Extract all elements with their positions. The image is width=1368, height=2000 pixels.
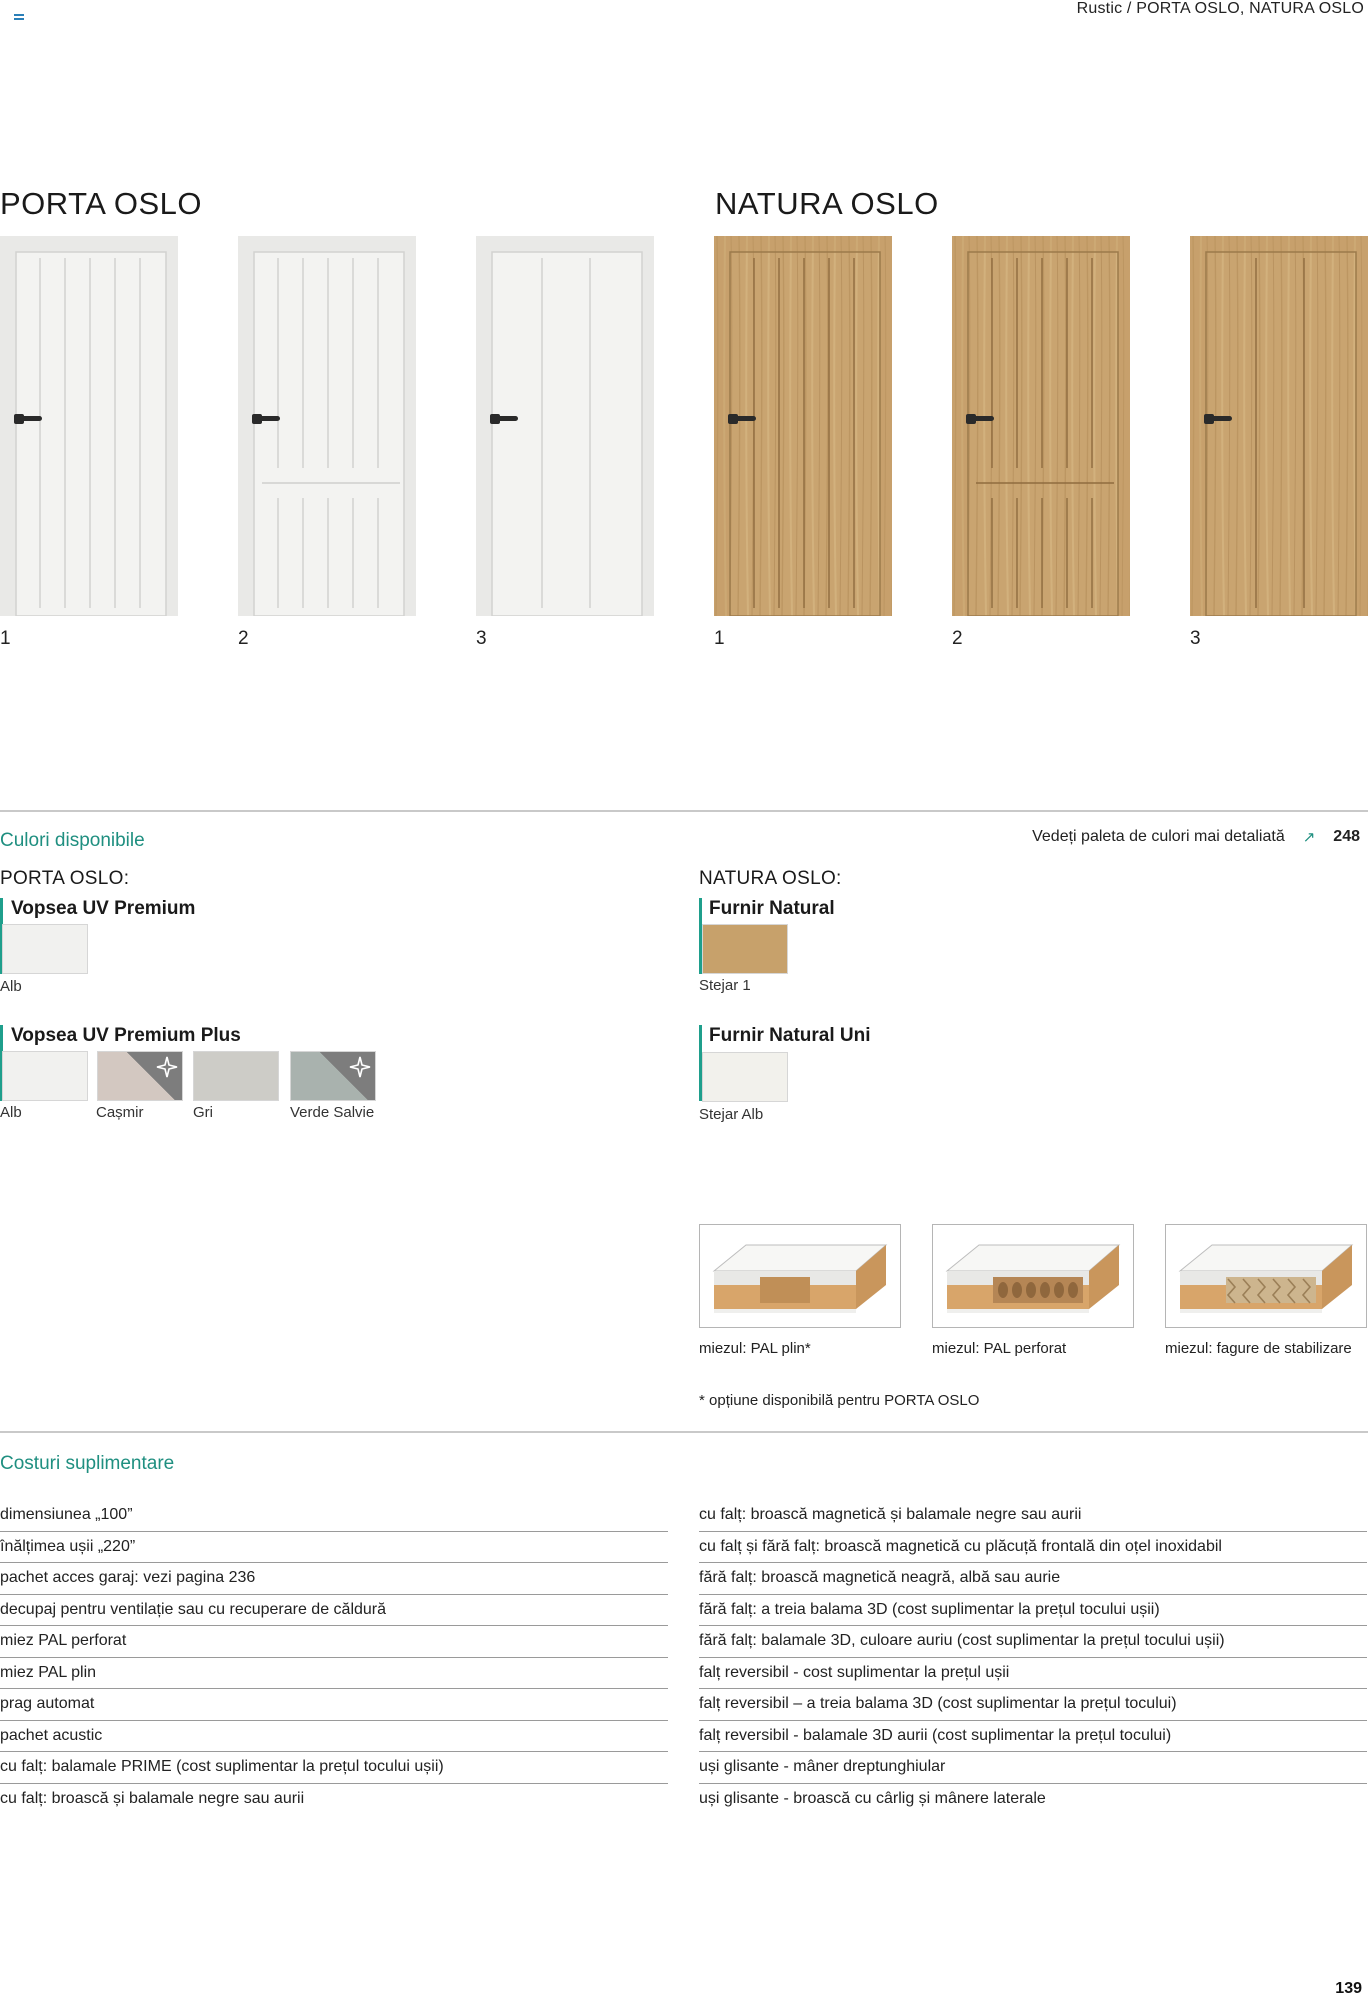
- cost-item: miez PAL perforat: [0, 1626, 668, 1658]
- cost-item: dimensiunea „100”: [0, 1500, 668, 1532]
- natura-door-1[interactable]: [714, 236, 892, 616]
- natura-door-2[interactable]: [952, 236, 1130, 616]
- cost-item: cu falț: broască și balamale negre sau aurii: [0, 1789, 305, 1807]
- door-number: 2: [952, 628, 963, 649]
- page-number: 139: [1335, 1980, 1362, 1997]
- swatch-natura-stejar[interactable]: [702, 924, 788, 974]
- swatch-cașmir[interactable]: [97, 1051, 183, 1101]
- palette-link-page: 248: [1333, 828, 1360, 845]
- porta-door-2[interactable]: [238, 236, 416, 616]
- porta-door-3[interactable]: [476, 236, 654, 616]
- cost-item: falț reversibil - balamale 3D aurii (cost suplimentar la prețul tocului): [699, 1721, 1367, 1753]
- porta-door-1[interactable]: [0, 236, 178, 616]
- cost-item: cu falț și fără falț: broască magnetică cu plăcuță frontală din oțel inoxidabil: [699, 1532, 1367, 1564]
- sparkle-icon: [345, 1052, 375, 1082]
- natura-colors-title: NATURA OSLO:: [699, 868, 842, 889]
- cost-list-left: [0, 1500, 668, 1815]
- cost-item: pachet acustic: [0, 1721, 668, 1753]
- cost-item: falț reversibil – a treia balama 3D (cost suplimentar la prețul tocului): [699, 1689, 1367, 1721]
- core-footnote: * opțiune disponibilă pentru PORTA OSLO: [699, 1392, 980, 1409]
- cost-item: fără falț: balamale 3D, culoare auriu (cost suplimentar la prețul tocului ușii): [699, 1626, 1367, 1658]
- core-diagram-honeycomb: [1165, 1224, 1367, 1328]
- swatch-alb[interactable]: [2, 1051, 88, 1101]
- cost-item: fără falț: a treia balama 3D (cost suplimentar la prețul tocului ușii): [699, 1595, 1367, 1627]
- swatch-label: Stejar Alb: [699, 1106, 764, 1123]
- finish-title: Vopsea UV Premium: [11, 898, 196, 919]
- product-title-porta: PORTA OSLO: [0, 186, 202, 221]
- cost-item: prag automat: [0, 1689, 668, 1721]
- cost-item: cu falț: broască magnetică și balamale negre sau aurii: [699, 1500, 1367, 1532]
- cost-item: uși glisante - mâner dreptunghiular: [699, 1752, 1367, 1784]
- swatch-gri[interactable]: [193, 1051, 279, 1101]
- door-number: 3: [1190, 628, 1201, 649]
- cost-item: decupaj pentru ventilație sau cu recuperare de căldură: [0, 1595, 668, 1627]
- finish-title: Furnir Natural Uni: [709, 1025, 871, 1046]
- cost-item: uși glisante - broască cu cârlig și mânere laterale: [699, 1789, 1046, 1807]
- cost-item: înălțimea ușii „220”: [0, 1532, 668, 1564]
- swatch-natura-stejar-alb[interactable]: [702, 1052, 788, 1102]
- core-diagram-perforated: [932, 1224, 1134, 1328]
- core-label: miezul: PAL perforat: [932, 1340, 1067, 1357]
- sparkle-icon: [152, 1052, 182, 1082]
- colors-section-title: Culori disponibile: [0, 830, 145, 851]
- product-title-natura: NATURA OSLO: [715, 186, 939, 221]
- porta-colors-title: PORTA OSLO:: [0, 868, 130, 889]
- swatch-label: Cașmir: [96, 1104, 144, 1121]
- finish-title: Vopsea UV Premium Plus: [11, 1025, 241, 1046]
- swatch-porta-alb[interactable]: [2, 924, 88, 974]
- cost-item: falț reversibil - cost suplimentar la prețul ușii: [699, 1658, 1367, 1690]
- menu-icon[interactable]: [14, 14, 26, 24]
- finish-title: Furnir Natural: [709, 898, 835, 919]
- swatch-verde-salvie[interactable]: [290, 1051, 376, 1101]
- natura-door-3[interactable]: [1190, 236, 1368, 616]
- section-divider: [0, 810, 1368, 812]
- cost-item: pachet acces garaj: vezi pagina 236: [0, 1563, 668, 1595]
- cost-list-right: [699, 1500, 1367, 1815]
- door-number: 1: [714, 628, 725, 649]
- core-label: miezul: fagure de stabilizare: [1165, 1340, 1352, 1357]
- door-number: 3: [476, 628, 487, 649]
- swatch-label: Gri: [193, 1104, 213, 1121]
- swatch-label: Verde Salvie: [290, 1104, 375, 1121]
- swatch-label: Alb: [0, 978, 22, 995]
- cost-item: miez PAL plin: [0, 1658, 668, 1690]
- breadcrumb: Rustic / PORTA OSLO, NATURA OSLO: [1076, 0, 1364, 17]
- cost-item: fără falț: broască magnetică neagră, albă sau aurie: [699, 1563, 1367, 1595]
- swatch-label: Alb: [0, 1104, 22, 1121]
- palette-link-text: Vedeți paleta de culori mai detaliată: [1032, 828, 1285, 845]
- door-number: 2: [238, 628, 249, 649]
- palette-link[interactable]: [1032, 828, 1360, 846]
- section-divider: [0, 1431, 1368, 1433]
- core-label: miezul: PAL plin*: [699, 1340, 811, 1357]
- door-number: 1: [0, 628, 11, 649]
- arrow-up-right-icon: ↗: [1302, 829, 1316, 846]
- swatch-label: Stejar 1: [699, 977, 751, 994]
- core-diagram-solid: [699, 1224, 901, 1328]
- cost-item: cu falț: balamale PRIME (cost suplimentar la prețul tocului ușii): [0, 1752, 668, 1784]
- costs-section-title: Costuri suplimentare: [0, 1453, 175, 1474]
